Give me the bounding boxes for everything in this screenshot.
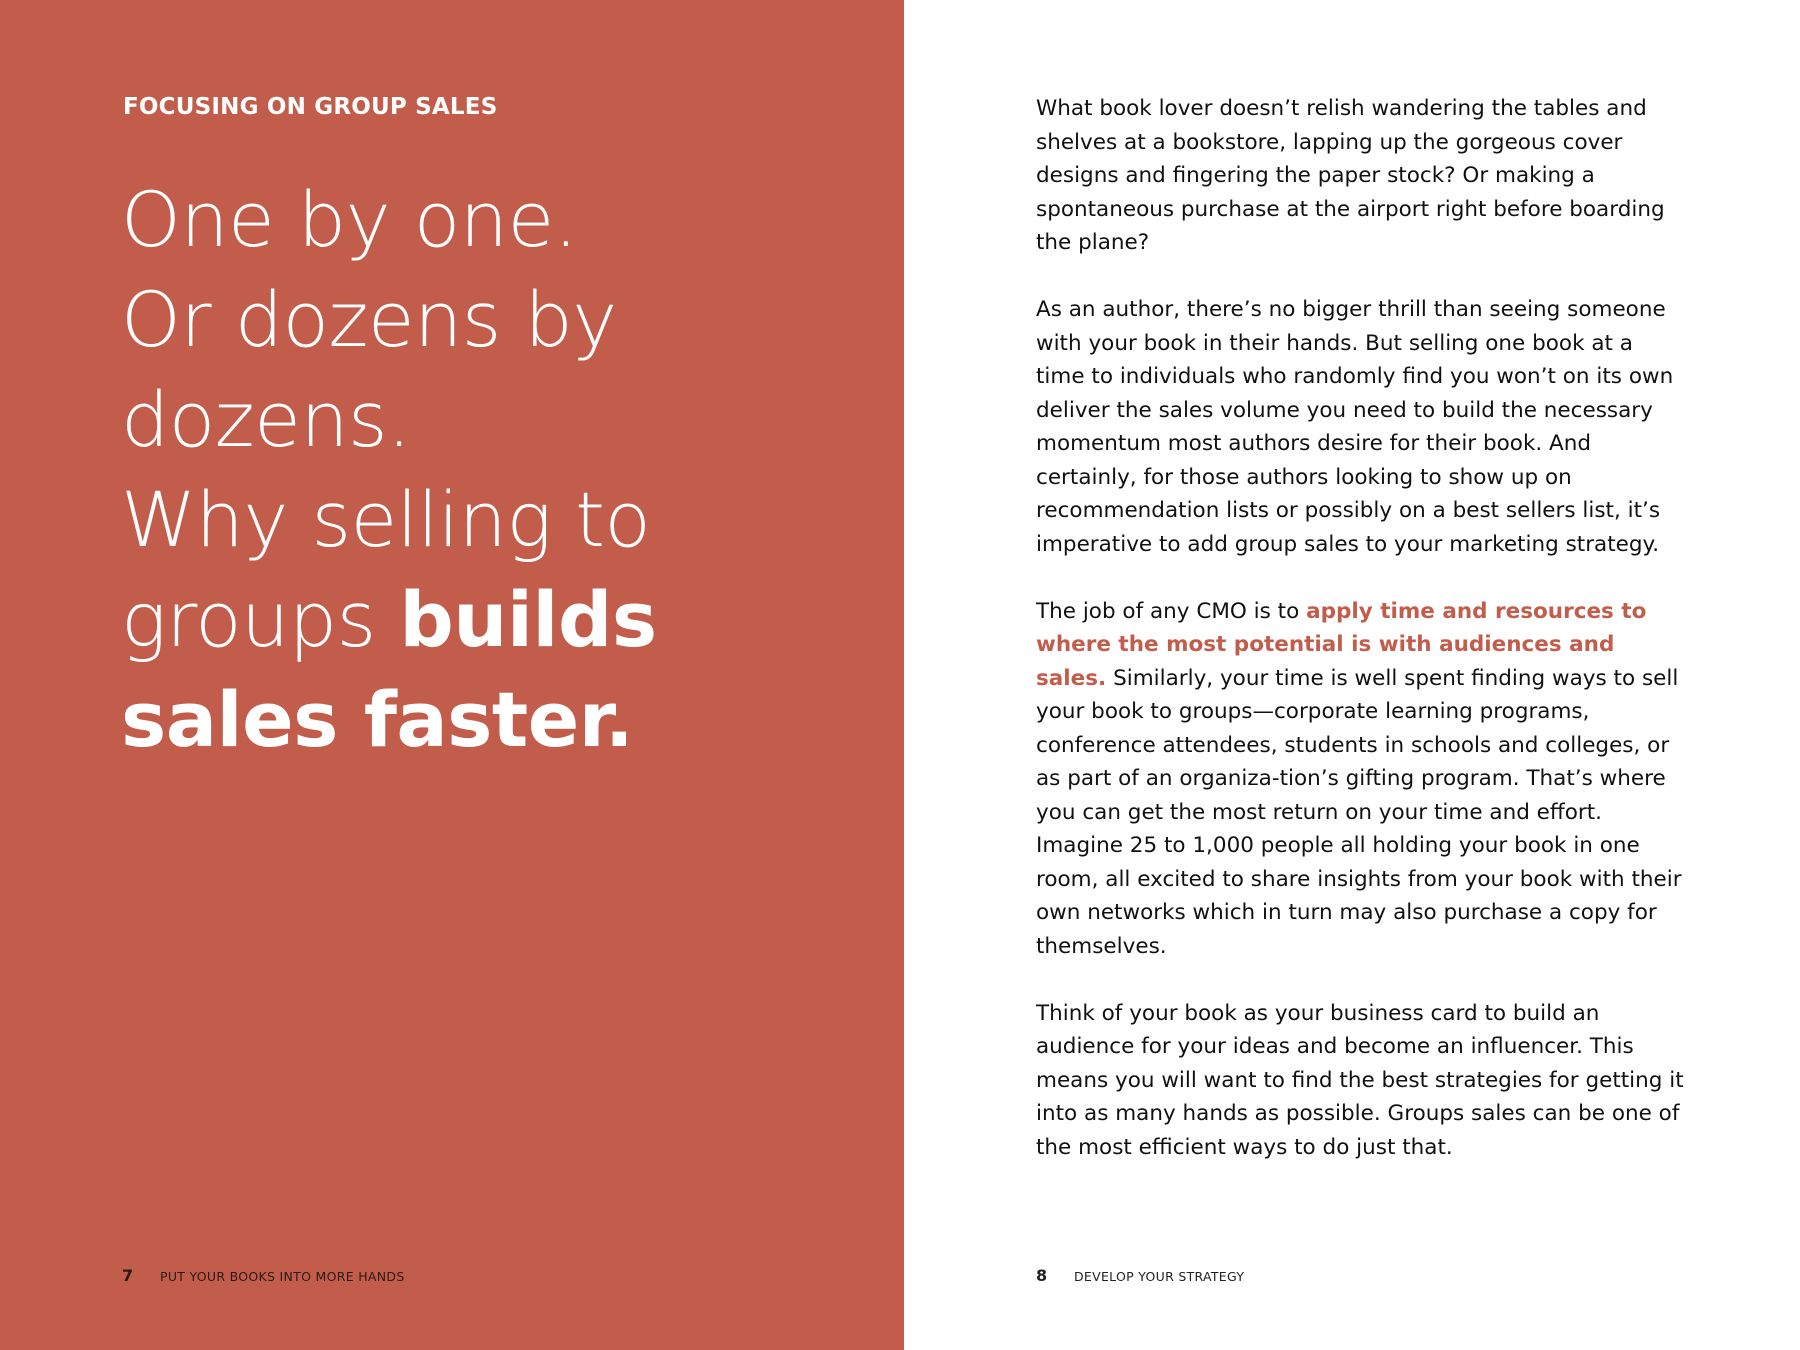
page-number: 7	[122, 1266, 134, 1285]
right-page	[904, 0, 1800, 1350]
headline-line-2: Or dozens by	[121, 275, 617, 364]
headline-line-5	[121, 570, 841, 670]
paragraph-4: Think of your book as your business card to build an audience for your ideas and become an influencer. This means you will want to find the best strategies for getting it into as many hands as possible. Groups sales can be one of the most efficient ways to do just that.	[1036, 1000, 1684, 1160]
page-number: 8	[1036, 1266, 1048, 1285]
paragraph-3-rest: Similarly, your time is well spent finding ways to sell your book to groups—corporate learning programs, conference attendees, students in schools and colleges, or as part of an organiza-tion’s gifting program. That’s where you can get the most return on your time and effort. Imagine 25 to 1,000 people all holding your book in one room, all excited to share insights from your book with their own networks which in turn may also purchase a copy for themselves.	[1036, 665, 1682, 959]
left-page-footer	[122, 1266, 405, 1285]
headline-line-4: Why selling to	[121, 475, 651, 564]
paragraph-1: What book lover doesn’t relish wandering the tables and shelves at a bookstore, lapping up the gorgeous cover designs and fingering the paper stock? Or making a spontaneous purchase at the airport right before boarding the plane?	[1036, 96, 1665, 255]
highlighted-phrase: apply time and resources to where the most potential is with audiences and sales.	[1036, 598, 1647, 691]
paragraph-3	[1036, 595, 1686, 964]
right-page-footer	[1036, 1266, 1244, 1285]
running-footer-label: DEVELOP YOUR STRATEGY	[1074, 1269, 1245, 1284]
headline-line-3: dozens.	[121, 375, 411, 464]
section-eyebrow: FOCUSING ON GROUP SALES	[123, 94, 498, 120]
headline-line-5-regular: groups	[121, 575, 400, 664]
body-text	[1036, 92, 1686, 1198]
page-headline	[121, 170, 841, 770]
headline-line-5-bold: builds	[399, 575, 657, 664]
headline-line-1: One by one.	[121, 175, 578, 264]
running-footer-label: PUT YOUR BOOKS INTO MORE HANDS	[160, 1269, 405, 1284]
paragraph-2: As an author, there’s no bigger thrill than seeing someone with your book in their hands. But selling one book at a time to individuals who randomly find you won’t on its own deliver the sales volume you need to build the necessary momentum most authors desire for their book. And certainly, for those authors looking to show up on recommendation lists or possibly on a best sellers list, it’s imperative to add group sales to your marketing strategy.	[1036, 297, 1674, 557]
paragraph-3-lead: The job of any CMO is to	[1036, 598, 1307, 624]
headline-line-6: sales faster.	[121, 675, 634, 764]
